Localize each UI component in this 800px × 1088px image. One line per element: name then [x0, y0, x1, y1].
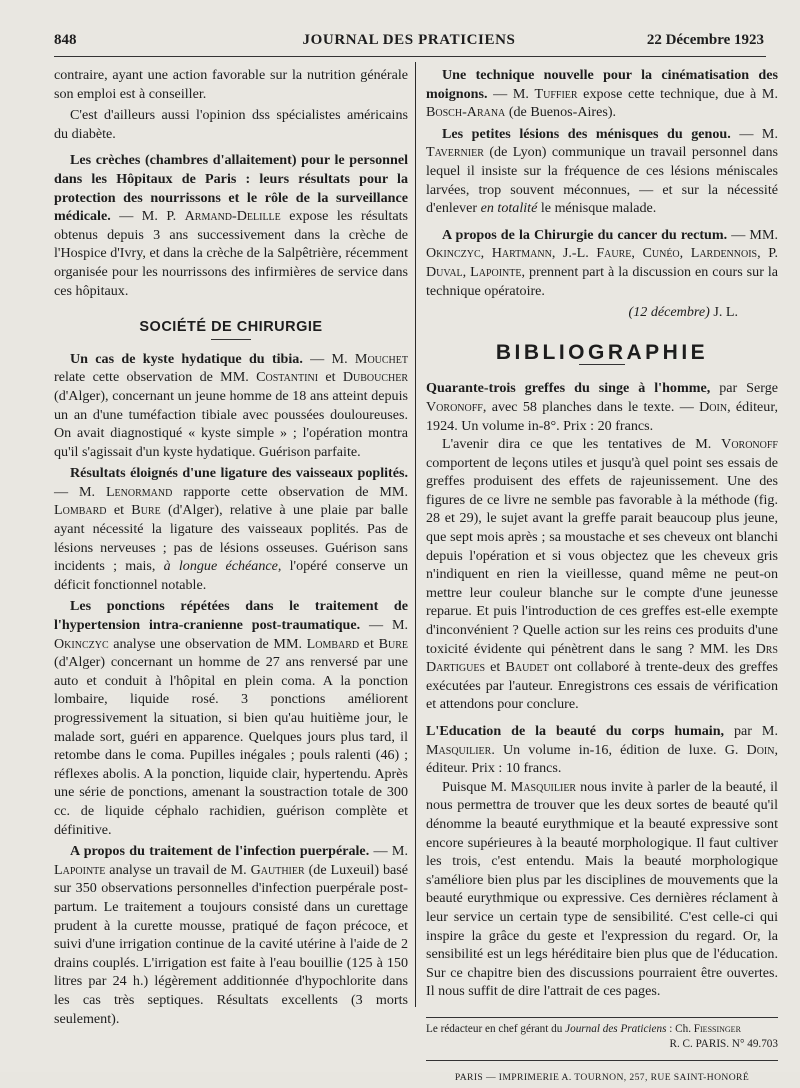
author-name: Bure — [378, 635, 408, 652]
author-name: Bosch-Arana — [426, 104, 506, 121]
author-name: Mouchet — [354, 350, 408, 367]
author-name: Gauthier — [250, 861, 305, 878]
author-name: Duboucher — [342, 369, 409, 386]
registry-number: R. C. PARIS. N° 49.703 — [669, 1037, 778, 1050]
publisher-name: Doin — [746, 741, 775, 758]
article-ligature: Résultats éloignés d'une ligature des vaisseaux poplités. — M. Lenormand rapporte cette observation de MM. Lombard et Bure (d'Alger), relative à une plaie par balle ayant nécessité la ligature des vaisseaux poplités. Pas de lésions nerveuses ; pas de lésions osseuses. Guérison sans incidents ; mais, à longue échéance, l'opéré conserve un déficit fonctionnel notable. — [54, 465, 409, 593]
column-separator — [415, 62, 416, 1007]
publisher-name: Doin — [699, 398, 728, 415]
section-rule — [579, 364, 625, 365]
book-title: L'Education de la beauté du corps humain, — [426, 723, 725, 739]
author-name: Tuffier — [534, 85, 578, 102]
page-number: 848 — [54, 32, 77, 48]
author-name: Bure — [131, 502, 161, 519]
article-title: A propos de la Chirurgie du cancer du rectum. — [442, 226, 728, 243]
article-title: Une technique nouvelle pour la cinématisation des moignons. — [426, 67, 778, 102]
author-name: Duval, Lapointe — [426, 263, 522, 280]
article-rectum: A propos de la Chirurgie du cancer du rectum. — MM. Okinczyc, Hartmann, J.-L. Faure, Cunéo, Lardennois, P. Duval, Lapointe, prennent part à la discussion en cours sur la technique opératoire. — [426, 226, 779, 299]
article-cinematisation: Une technique nouvelle pour la cinématisation des moignons. — M. Tuffier expose cette technique, due à M. Bosch-Arana (de Buenos-Aires). — [426, 67, 778, 121]
running-header — [54, 32, 764, 54]
author-name: Voronoff — [721, 436, 778, 453]
author-name: Masquilier — [426, 741, 492, 758]
article-infection: A propos du traitement de l'infection puerpérale. — M. Lapointe analyse un travail de M. Gauthier (de Luxeuil) basé sur 350 observations personnelles d'infection puerpérale post-partum. Le traitement a toujours consisté dans un curettage prudent à la curette mousse, pratiqué de façon précoce, et suivi d'une irrigation continue de la cavité utérine à l'aide de 2 drains couplés. L'irrigation est faite à l'eau bouillie (125 à 150 litres par 24 h.) légèrement additionnée d'hypochlorite dans les cas très septiques. Résultats excellents (3 morts seulement). — [54, 843, 408, 1027]
book-review: L'avenir dira ce que les tentatives de M. Voronoff comportent de leçons utiles et jusqu'à quel point ses essais de greffes produisent des effets de rajeunissement. Une des figures de ce livre ne semble pas favorable à la méthode (fig. 28 et 29), le sujet avant la greffe parait beaucoup plus jeune, que sept mois après ; sa moustache et ses cheveux ont blanchi depuis l'opération et si vous objectez que les cheveux gris n'indiquent en rien la vieillesse, quand même ne peut-on mettre leur couleur blanche sur le compte d'une jeunesse reparue. Et puis l'introduction de ces greffes est-elle exempte d'inconvénient ? Quelle action sur les reins ces produits d'une toxicité évidente qui pénètrent dans le sang ? MM. les Drs Dartigues et Baudet ont collaboré à trente-deux des greffes exécutées par l'auteur. Enregistrons ces essais de vérification et attendons pour conclure. — [426, 436, 779, 713]
article-creches: Les crèches (chambres d'allaitement) pour le personnel dans les Hôpitaux de Paris : leurs résultats pour la protection des nourrissons et le rôle de la surveillance médicale. — M. P. Armand-Delille expose les résultats obtenus depuis 3 ans successivement dans la crèche de l'Hospice d'Ivry, et dans la crèche de la Salpêtrière, récemment organisée pour les nourrissons des infirmières de service dans ces hôpitaux. — [54, 152, 408, 299]
author-name: Lombard — [306, 635, 360, 652]
author-name: Okinczyc — [54, 635, 109, 652]
signoff: (12 décembre) J. L. — [628, 304, 738, 321]
author-name: Lombard — [54, 502, 107, 519]
issue-date: 22 Décembre 1923 — [646, 32, 764, 48]
author-name: Voronoff — [426, 398, 483, 415]
author-name: Masquilier — [510, 778, 577, 795]
article-title: Les petites lésions des ménisques du genou. — [442, 125, 731, 142]
author-name: Dartigues — [426, 659, 486, 676]
header-rule — [54, 56, 766, 57]
article-kyste: Un cas de kyste hydatique du tibia. — M. Mouchet relate cette observation de MM. Costantini et Duboucher (d'Alger), concernant un jeune homme de 18 ans atteint depuis un an d'une tuméfaction tibiale avec poussées douloureuses. On avait diagnostiqué « kyste simple » ; l'opération montra qu'il s'agissait d'un kyste hydatique. Guérison parfaite. — [54, 350, 409, 460]
article-title: Un cas de kyste hydatique du tibia. — [70, 350, 303, 367]
article-title: Résultats éloignés d'une ligature des vaisseaux poplités. — [70, 465, 408, 482]
article-menisques: Les petites lésions des ménisques du genou. — M. Tavernier (de Lyon) communique un travail personnel dans lequel il insiste sur la fréquence de ces lésions méniscales larvées, trop souvent méconnues, — et sur la nécessité d'enlever en totalité le ménisque malade. — [426, 125, 778, 217]
paragraph: contraire, ayant une action favorable sur la nutrition générale son emploi est à conseiller. — [54, 67, 408, 102]
printer-imprint: PARIS — IMPRIMERIE A. TOURNON, 257, RUE SAINT-HONORÉ — [454, 1071, 750, 1083]
bibliography-title: BIBLIOGRAPHIE — [495, 340, 709, 364]
book-entry-voronoff: Quarante-trois greffes du singe à l'homme, par Serge Voronoff, avec 58 planches dans le texte. — Doin, éditeur, 1924. Un volume in-8°. Prix : 20 francs. — [426, 380, 779, 434]
author-name: Baudet — [505, 659, 549, 676]
section-title: SOCIÉTÉ DE CHIRURGIE — [139, 319, 323, 336]
book-review: Puisque M. Masquilier nous invite à parler de la beauté, il nous permettra de trouver que les deux sortes de beauté qu'il dénomme la beauté eurythmique et la beauté expressive sont encore supérieures à la beauté morphologique. Il faut cultiver les trois, c'est entendu. Mais la beauté morphologique s'améliore bien plus par les disciplines de mouvements que la beauté eurythmique ou expressive. Ces dernières réclament à leur service un certain type de sensibilité. C'est celle-ci qui inspire la grâce du geste et l'expression du regard. Or, la sensibilité est un legs héréditaire bien plus que de l'éducation. Sur ce chapitre bien des discussions pourraient être ouvertes. Il nous suffit de dire l'attrait de ces pages. — [426, 778, 778, 1000]
book-title: Quarante-trois greffes du singe à l'homme, — [426, 380, 711, 397]
right-column — [426, 66, 778, 1088]
author-name: Faure, Cunéo, Lardennois — [596, 245, 758, 262]
author-name: Lapointe — [54, 861, 106, 878]
author-name: Costantini — [256, 369, 319, 386]
article-title: Les crèches (chambres d'allaitement) pour le personnel dans les Hôpitaux de Paris : leurs résultats pour la protection des nourrissons et le rôle de la surveillance médicale. — [54, 152, 408, 225]
footer-rule — [426, 1060, 778, 1061]
book-entry-masquilier: L'Education de la beauté du corps humain, par M. Masquilier. Un volume in-16, édition de luxe. G. Doin, éditeur. Prix : 10 francs. — [426, 723, 778, 777]
left-column — [54, 66, 408, 1031]
author-name: Lenormand — [105, 483, 173, 500]
article-title: Les ponctions répétées dans le traitement de l'hypertension intra-cranienne post-traumatique. — [54, 598, 408, 634]
footer-rule — [426, 1017, 778, 1018]
author-name: Okinczyc, Hartmann — [426, 245, 552, 262]
section-rule — [211, 339, 251, 340]
paragraph: C'est d'ailleurs aussi l'opinion dss spécialistes américains du diabète. — [54, 107, 408, 142]
journal-title: JOURNAL DES PRATICIENS — [302, 32, 516, 48]
article-ponctions: Les ponctions répétées dans le traitement de l'hypertension intra-cranienne post-traumatique. — M. Okinczyc analyse une observation de MM. Lombard et Bure (d'Alger) concernant un homme de 27 ans renversé par une auto et conduit à l'hôpital en plein coma. A la ponction lombaire, liquide rosé. 3 ponctions améliorent progressivement la situation, si bien qu'au huitième jour, le malade sort, guéri en apparence. Quelques jours plus tard, il retombe dans le coma. Pupilles inégales ; pouls ralenti (46) ; réflexes abolis. A la ponction, liquide clair, hypertendu. Après une série de ponctions, amenant la soustraction totale de 300 cc. de liquide céphalo rachidien, guérison complète et définitive. — [54, 598, 408, 838]
author-name: Armand-Delille — [184, 208, 281, 225]
author-name: Tavernier — [426, 144, 484, 161]
editor-name: Fiessinger — [693, 1022, 741, 1035]
editor-credit: Le rédacteur en chef gérant du Journal des Praticiens : Ch. Fiessinger R. C. PARIS. N° 49.703 — [426, 1022, 778, 1050]
article-title: A propos du traitement de l'infection puerpérale. — [70, 843, 370, 860]
